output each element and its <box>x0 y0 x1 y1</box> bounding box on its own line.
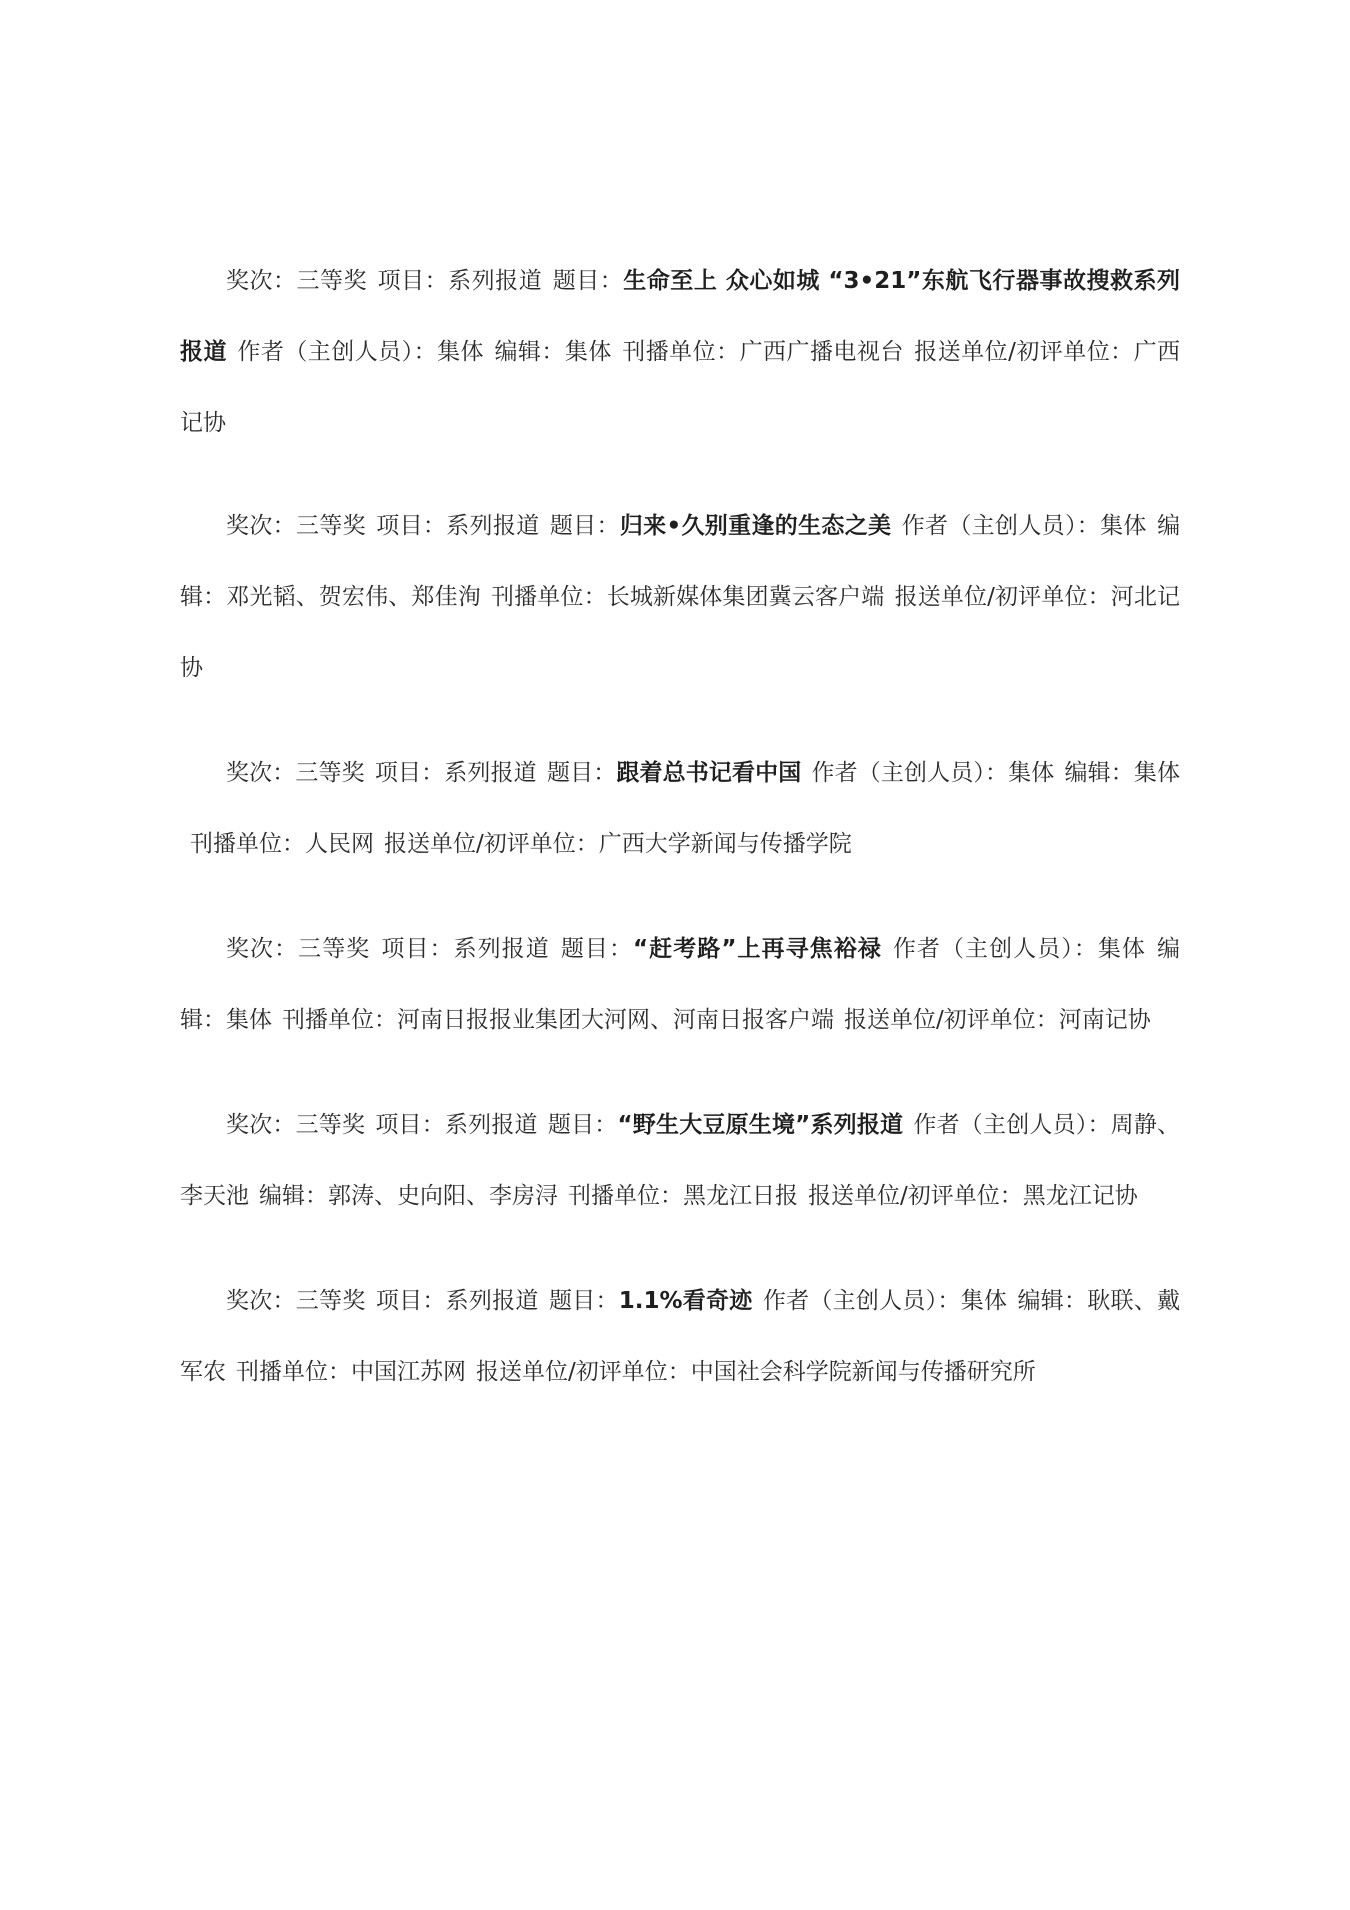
author-label: 作者（主创人员）： <box>891 936 1098 962</box>
project-label: 项目： <box>375 513 447 539</box>
publisher-value: 长城新媒体集团冀云客户端 <box>606 584 885 610</box>
award-value: 三等奖 <box>295 760 365 786</box>
award-entry <box>180 246 1180 459</box>
submitter-label: 报送单位/初评单位： <box>384 831 599 857</box>
editor-label: 编辑： <box>180 936 1181 1033</box>
project-label: 项目： <box>375 1112 445 1138</box>
award-label: 奖次： <box>226 760 296 786</box>
project-value: 系列报道 <box>448 268 543 294</box>
publisher-value: 黑龙江日报 <box>683 1183 798 1209</box>
editor-value: 集体 <box>226 1007 272 1033</box>
author-value: 周静、李天池 <box>180 1112 1181 1209</box>
author-label: 作者（主创人员）： <box>762 1288 961 1314</box>
submitter-value: 黑龙江记协 <box>1022 1183 1138 1209</box>
award-label: 奖次： <box>226 936 299 962</box>
award-entry-list <box>180 246 1180 1442</box>
author-label: 作者（主创人员）： <box>901 513 1101 539</box>
title-label: 题目： <box>549 513 620 539</box>
award-entry <box>180 914 1180 1056</box>
entry-title: 归来•久别重逢的生态之美 <box>619 513 892 539</box>
award-entry <box>180 738 1180 880</box>
editor-label: 编辑： <box>259 1183 328 1209</box>
award-value: 三等奖 <box>298 936 371 962</box>
project-label: 项目： <box>377 268 449 294</box>
project-label: 项目： <box>374 760 445 786</box>
project-value: 系列报道 <box>446 513 540 539</box>
entry-title: 跟着总书记看中国 <box>616 760 802 786</box>
author-value: 集体 <box>437 339 484 365</box>
award-entry <box>180 491 1180 704</box>
publisher-value: 河南日报报业集团大河网、河南日报客户端 <box>397 1007 834 1033</box>
submitter-value: 广西大学新闻与传播学院 <box>598 831 852 857</box>
title-label: 题目： <box>546 760 617 786</box>
editor-value: 集体 <box>564 339 612 365</box>
title-label: 题目： <box>547 1112 618 1138</box>
award-label: 奖次： <box>226 1112 296 1138</box>
publisher-value: 人民网 <box>305 831 374 857</box>
award-label: 奖次： <box>226 268 297 294</box>
editor-label: 编辑： <box>1064 760 1134 786</box>
award-entry <box>180 1090 1180 1232</box>
editor-value: 郭涛、史向阳、李房浔 <box>328 1183 558 1209</box>
submitter-value: 河南记协 <box>1058 1007 1151 1033</box>
entry-title: “赶考路”上再寻焦裕禄 <box>633 936 882 962</box>
submitter-value: 广西记协 <box>180 339 1181 436</box>
editor-label: 编辑： <box>494 339 565 365</box>
title-label: 题目： <box>559 936 633 962</box>
author-value: 集体 <box>1100 513 1147 539</box>
project-value: 系列报道 <box>444 760 537 786</box>
publisher-label: 刊播单位： <box>621 339 740 365</box>
title-label: 题目： <box>548 1288 619 1314</box>
submitter-label: 报送单位/初评单位： <box>844 1007 1059 1033</box>
editor-value: 耿联、戴军农 <box>180 1288 1181 1385</box>
entry-title: “野生大豆原生境”系列报道 <box>617 1112 904 1138</box>
project-label: 项目： <box>380 936 454 962</box>
author-value: 集体 <box>1097 936 1146 962</box>
submitter-label: 报送单位/初评单位： <box>913 339 1134 365</box>
title-label: 题目： <box>552 268 624 294</box>
editor-value: 集体 <box>1133 760 1181 786</box>
author-value: 集体 <box>960 1288 1008 1314</box>
award-value: 三等奖 <box>296 268 368 294</box>
publisher-label: 刊播单位： <box>190 831 305 857</box>
submitter-value: 河北记协 <box>180 584 1181 681</box>
award-value: 三等奖 <box>295 1112 366 1138</box>
publisher-label: 刊播单位： <box>568 1183 683 1209</box>
submitter-value: 中国社会科学院新闻与传播研究所 <box>690 1359 1036 1385</box>
publisher-value: 中国江苏网 <box>351 1359 466 1385</box>
award-value: 三等奖 <box>295 513 366 539</box>
submitter-label: 报送单位/初评单位： <box>894 584 1111 610</box>
submitter-label: 报送单位/初评单位： <box>808 1183 1023 1209</box>
editor-value: 邓光韬、贺宏伟、郑佳洵 <box>226 584 481 610</box>
award-entry <box>180 1266 1180 1408</box>
author-value: 集体 <box>1008 760 1055 786</box>
entry-title: 生命至上 众心如城 “3•21”东航飞行器事故搜救系列报道 <box>180 268 1181 365</box>
project-value: 系列报道 <box>445 1288 539 1314</box>
award-label: 奖次： <box>226 513 296 539</box>
publisher-label: 刊播单位： <box>236 1359 351 1385</box>
award-label: 奖次： <box>226 1288 296 1314</box>
award-value: 三等奖 <box>295 1288 366 1314</box>
entry-title: 1.1%看奇迹 <box>618 1288 753 1314</box>
publisher-value: 广西广播电视台 <box>739 339 904 365</box>
editor-label: 编辑： <box>180 513 1181 610</box>
publisher-label: 刊播单位： <box>282 1007 397 1033</box>
editor-label: 编辑： <box>1017 1288 1088 1314</box>
submitter-label: 报送单位/初评单位： <box>476 1359 691 1385</box>
project-value: 系列报道 <box>453 936 550 962</box>
project-value: 系列报道 <box>444 1112 538 1138</box>
project-label: 项目： <box>375 1288 446 1314</box>
author-label: 作者（主创人员）： <box>236 339 438 365</box>
author-label: 作者（主创人员）： <box>811 760 1009 786</box>
author-label: 作者（主创人员）： <box>913 1112 1111 1138</box>
publisher-label: 刊播单位： <box>490 584 607 610</box>
